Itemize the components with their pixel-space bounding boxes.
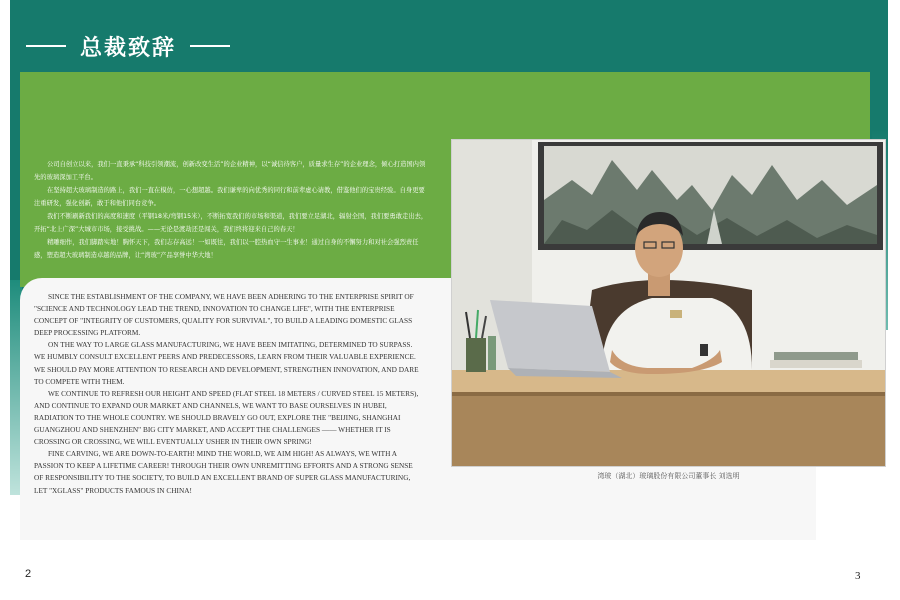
en-paragraph: WE CONTINUE TO REFRESH OUR HEIGHT AND SPEED (FLAT STEEL 18 METERS / CURVED STEEL 15 METERS), AND CONTINUE TO EXPAND OUR MARKET AND CHANNELS, WE WANT TO BASE OURSELVES IN HUBEI, RADIATION TO THE WHOLE COUNTRY. WE SHOULD BRAVELY GO OUT, EXPLORE THE "BEIJING, SHANGHAI GUANGZHOU AND SHENZHEN" BIG CITY MARKET, AND ACCEPT THE CHALLENGES —— WHETHER IT IS CROSSING OR CROSSING, WE WILL EVENTUALLY USHER IN THEIR OWN SPRING! bbox=[34, 388, 419, 447]
en-paragraph: ON THE WAY TO LARGE GLASS MANUFACTURING, WE HAVE BEEN IMITATING, DETERMINED TO SURPASS. WE HUMBLY CONSULT EXCELLENT PEERS AND PREDECESSORS, LEARN FROM THEIR VALUABLE EXPERIENCE. WE SHOULD PAY MORE ATTENTION TO RESEARCH AND DEVELOPMENT, STRENGTHEN INNOVATION, AND DARE TO COMPETE WITH THEM. bbox=[34, 340, 419, 386]
en-paragraph: SINCE THE ESTABLISHMENT OF THE COMPANY, WE HAVE BEEN ADHERING TO THE ENTERPRISE SPIRIT OF "SCIENCE AND TECHNOLOGY LEAD THE TREND, INNOVATION TO CHANGE LIFE", WITH THE ENTERPRISE CONCEPT OF "INTEGRITY OF CUSTOMERS, QUALITY FOR SURVIVAL", TO BUILD A LEADING DOMESTIC GLASS DEEP PROCESSING PLATFORM. bbox=[34, 292, 414, 338]
chinese-message bbox=[34, 158, 429, 262]
cn-paragraph: 在坚持超大玻璃制造的路上，我们一直在模仿，一心想超越。我们谦卑的向优秀的同行和前辈虚心请教，借鉴他们的宝贵经验。自身更要注重研发，强化创新，敢于和他们同台竞争。 bbox=[34, 187, 425, 207]
heading-rule-left bbox=[26, 45, 66, 47]
heading-group bbox=[26, 28, 230, 64]
page-number-right: 3 bbox=[855, 570, 861, 582]
page-heading: 总裁致辞 bbox=[80, 35, 177, 61]
photo-caption: 湾玻（湖北）玻璃股份有限公司董事长 刘选明 bbox=[597, 472, 740, 480]
page-number-left: 2 bbox=[25, 568, 32, 580]
chairman-photo bbox=[452, 140, 885, 466]
cn-paragraph: 公司自创立以来，我们一直秉承“科技引领潮流，创新改变生活”的企业精神，以“诚信待客户，质量求生存”的企业理念，倾心打造国内领先的玻璃深加工平台。 bbox=[34, 161, 426, 181]
english-message bbox=[34, 291, 419, 497]
cn-paragraph: 我们不断刷新我们的高度和速度（平钢18米/弯钢15米），不断拓宽我们的市场和渠道，我们要立足湖北，辐射全国，我们要勇敢走出去，开拓“北上广深”大城市市场，接受挑战。——无论是渡劫还是闯关，我们终将迎来自己的春天！ bbox=[34, 213, 428, 233]
office-illustration bbox=[452, 140, 885, 466]
cn-paragraph: 精雕细作，我们脚踏实地！胸怀天下，我们志存高远！一如既往，我们以一腔热血守一生事业！通过自身的不懈努力和对社会强烈责任感，塑造超大玻璃制造卓越的品牌，让“湾玻”产品享誉中华大地！ bbox=[34, 239, 419, 259]
en-paragraph: FINE CARVING, WE ARE DOWN-TO-EARTH! MIND THE WORLD, WE AIM HIGH! AS ALWAYS, WE WITH A PASSION TO KEEP A LIFETIME CAREER! THROUGH THEIR OWN UNREMITTING EFFORTS AND A STRONG SENSE OF RESPONSIBILITY TO THE SOCIETY, TO BUILD AN EXCELLENT BRAND OF SUPER GLASS MANUFACTURING, LET "XGLASS" PRODUCTS FAMOUS IN CHINA! bbox=[34, 449, 413, 495]
heading-rule-right bbox=[190, 45, 230, 47]
